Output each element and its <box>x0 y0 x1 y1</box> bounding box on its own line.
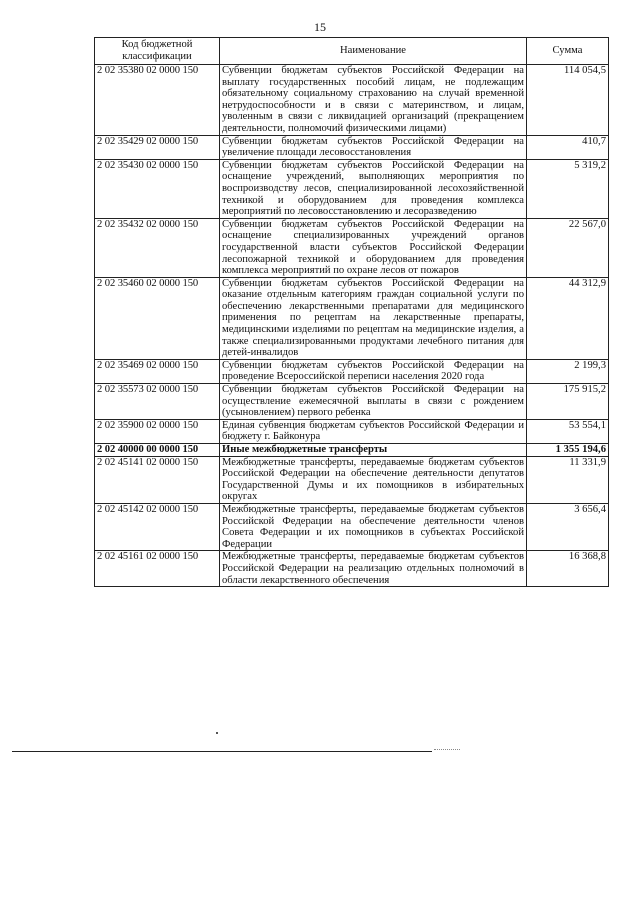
cell-code: 2 02 35429 02 0000 150 <box>95 135 220 159</box>
cell-code: 2 02 35430 02 0000 150 <box>95 159 220 218</box>
cell-name: Субвенции бюджетам субъектов Российской Федерации на оснащение учреждений, выполняющих мероприятия по воспроизводству лесов, специализированной лесохозяйственной техникой и оборудованием для проведения комплекса мероприятий по лесовосстановлению и лесоразведению <box>220 159 527 218</box>
cell-sum: 11 331,9 <box>527 456 609 503</box>
cell-code: 2 02 40000 00 0000 150 <box>95 444 220 457</box>
table-row <box>95 135 609 159</box>
cell-sum: 44 312,9 <box>527 277 609 359</box>
cell-name: Субвенции бюджетам субъектов Российской Федерации на выплату государственных пособий лицам, не подлежащим обязательному социальному страхованию на случай временной нетрудоспособности и в связи с материнством, и лицам, уволенным в связи с ликвидацией организаций (прекращением деятельности, полномочий физическими лицами) <box>220 65 527 136</box>
cell-code: 2 02 35460 02 0000 150 <box>95 277 220 359</box>
budget-table <box>94 37 609 587</box>
cell-sum: 53 554,1 <box>527 419 609 443</box>
cell-code: 2 02 35573 02 0000 150 <box>95 384 220 420</box>
table-row <box>95 456 609 503</box>
header-code: Код бюджетной классификации <box>95 38 220 65</box>
table-row <box>95 444 609 457</box>
cell-sum: 114 054,5 <box>527 65 609 136</box>
page-number: 15 <box>314 20 326 34</box>
cell-sum: 16 368,8 <box>527 551 609 587</box>
cell-sum: 5 319,2 <box>527 159 609 218</box>
table-row <box>95 419 609 443</box>
table-header-row <box>95 38 609 65</box>
cell-code: 2 02 45141 02 0000 150 <box>95 456 220 503</box>
table-row <box>95 218 609 277</box>
cell-sum: 1 355 194,6 <box>527 444 609 457</box>
header-sum: Сумма <box>527 38 609 65</box>
cell-name: Единая субвенция бюджетам субъектов Российской Федерации и бюджету г. Байконура <box>220 419 527 443</box>
table-row <box>95 359 609 383</box>
cell-sum: 22 567,0 <box>527 218 609 277</box>
footer-rule <box>12 751 432 752</box>
cell-name: Субвенции бюджетам субъектов Российской Федерации на проведение Всероссийской переписи населения 2020 года <box>220 359 527 383</box>
table-row <box>95 159 609 218</box>
table-row <box>95 65 609 136</box>
header-name: Наименование <box>220 38 527 65</box>
cell-sum: 410,7 <box>527 135 609 159</box>
cell-sum: 3 656,4 <box>527 503 609 550</box>
table-row <box>95 503 609 550</box>
cell-code: 2 02 35432 02 0000 150 <box>95 218 220 277</box>
cell-code: 2 02 45161 02 0000 150 <box>95 551 220 587</box>
table-row <box>95 384 609 420</box>
cell-code: 2 02 35900 02 0000 150 <box>95 419 220 443</box>
cell-name: Субвенции бюджетам субъектов Российской Федерации на осуществление ежемесячной выплаты в связи с рождением (усыновлением) первого ребенка <box>220 384 527 420</box>
cell-name: Субвенции бюджетам субъектов Российской Федерации на увеличение площади лесовосстановления <box>220 135 527 159</box>
footer-rule-tail <box>434 749 460 750</box>
table-row <box>95 551 609 587</box>
cell-sum: 175 915,2 <box>527 384 609 420</box>
cell-sum: 2 199,3 <box>527 359 609 383</box>
cell-name: Межбюджетные трансферты, передаваемые бюджетам субъектов Российской Федерации на реализацию отдельных полномочий в области лекарственного обеспечения <box>220 551 527 587</box>
cell-code: 2 02 45142 02 0000 150 <box>95 503 220 550</box>
cell-name: Межбюджетные трансферты, передаваемые бюджетам субъектов Российской Федерации на обеспечение деятельности депутатов Государственной Думы и их помощников в избирательных округах <box>220 456 527 503</box>
cell-name: Субвенции бюджетам субъектов Российской Федерации на оснащение специализированных учреждений органов государственной власти субъектов Российской Федерации лесопожарной техникой и оборудованием для проведения комплекса мероприятий по охране лесов от пожаров <box>220 218 527 277</box>
cell-name: Субвенции бюджетам субъектов Российской Федерации на оказание отдельным категориям граждан социальной услуги по обеспечению лекарственными препаратами для медицинского применения по рецептам на лекарственные препараты, медицинскими изделиями по рецептам на медицинские изделия, а также специализированными продуктами лечебного питания для детей-инвалидов <box>220 277 527 359</box>
cell-code: 2 02 35380 02 0000 150 <box>95 65 220 136</box>
table-row <box>95 277 609 359</box>
cell-code: 2 02 35469 02 0000 150 <box>95 359 220 383</box>
cell-name: Межбюджетные трансферты, передаваемые бюджетам субъектов Российской Федерации на обеспечение деятельности членов Совета Федерации и их помощников в субъектах Российской Федерации <box>220 503 527 550</box>
scan-speck <box>216 732 218 734</box>
cell-name: Иные межбюджетные трансферты <box>220 444 527 457</box>
